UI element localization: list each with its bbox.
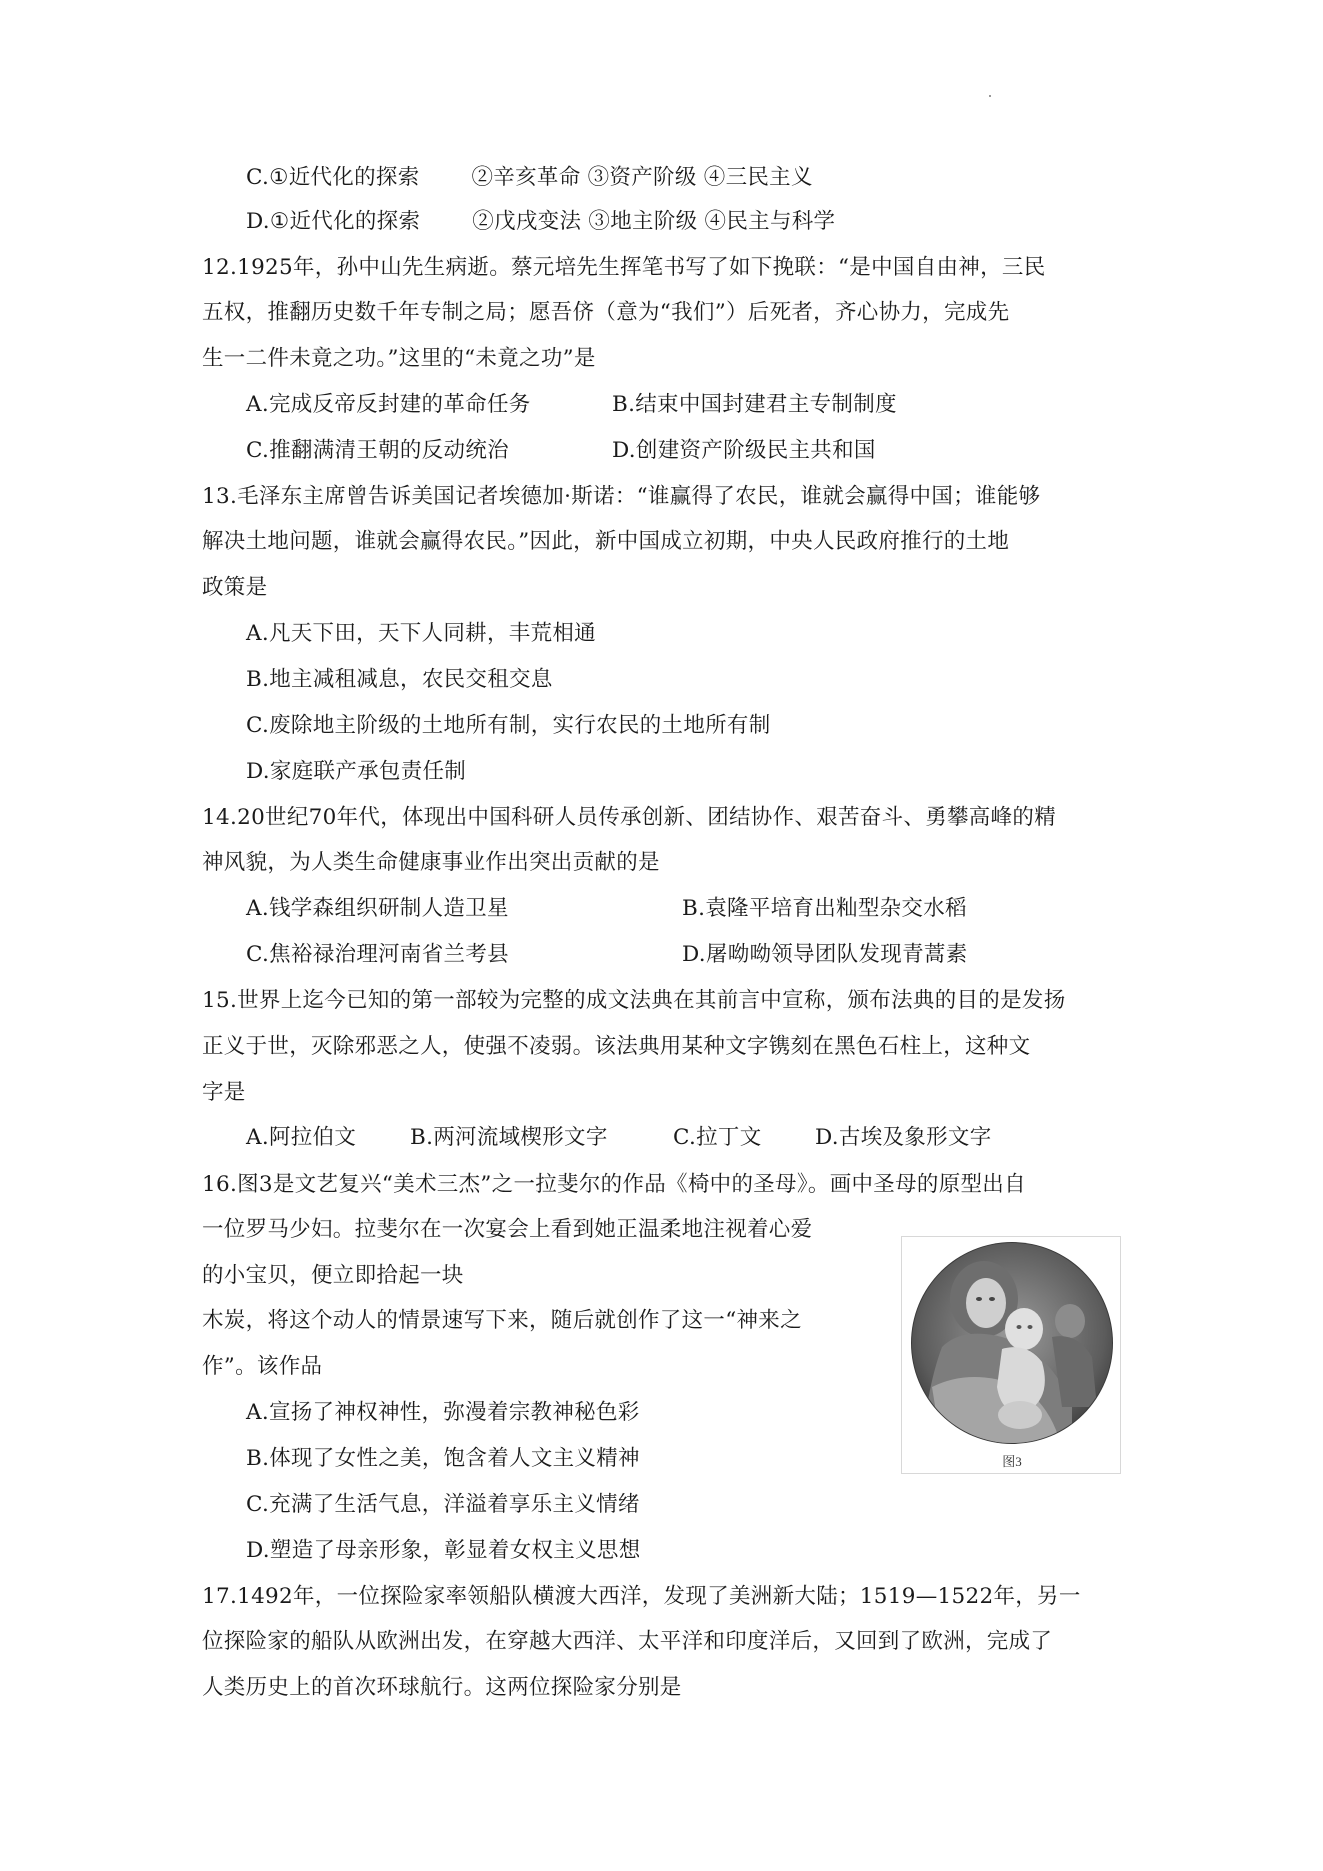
- q11-option-c-part2: ②辛亥革命 ③资产阶级 ④三民主义: [471, 165, 813, 190]
- q13-option-b[interactable]: B.地主减租减息，农民交租交息: [246, 667, 553, 692]
- q14-option-c[interactable]: C.焦裕禄治理河南省兰考县: [246, 942, 509, 967]
- q15-option-d[interactable]: D.古埃及象形文字: [815, 1125, 992, 1150]
- q11-option-c-part1: C.①近代化的探索: [246, 165, 420, 190]
- q14-stem-line-1: 14.20世纪70年代，体现出中国科研人员传承创新、团结协作、艰苦奋斗、勇攀高峰的精: [202, 805, 1057, 830]
- q17-stem-line-2: 位探险家的船队从欧洲出发，在穿越大西洋、太平洋和印度洋后，又回到了欧洲，完成了: [202, 1629, 1053, 1654]
- q13-stem-line-2: 解决土地问题，谁就会赢得农民。”因此，新中国成立初期，中央人民政府推行的土地: [202, 529, 1010, 554]
- q14-option-b[interactable]: B.袁隆平培育出籼型杂交水稻: [682, 896, 967, 921]
- q12-option-c[interactable]: C.推翻满清王朝的反动统治: [246, 438, 509, 463]
- q16-option-b[interactable]: B.体现了女性之美，饱含着人文主义精神: [246, 1446, 640, 1471]
- q16-stem-line-5: 作”。该作品: [202, 1354, 323, 1379]
- q14-option-a[interactable]: A.钱学森组织研制人造卫星: [246, 896, 509, 921]
- figure-3-madonna-painting: [901, 1236, 1121, 1474]
- q11-option-c[interactable]: [246, 163, 813, 193]
- madonna-painting-image: [902, 1237, 1122, 1449]
- q16-stem-line-3: 的小宝贝，便立即拾起一块: [202, 1263, 464, 1288]
- q17-stem-line-1: 17.1492年，一位探险家率领船队横渡大西洋，发现了美洲新大陆；1519—1522年，另一: [202, 1584, 1081, 1609]
- q12-stem-line-1: 12.1925年，孙中山先生病逝。蔡元培先生挥笔书写了如下挽联：“是中国自由神，三民: [202, 255, 1046, 280]
- q11-option-d-part2: ②戊戌变法 ③地主阶级 ④民主与科学: [472, 209, 836, 234]
- q13-option-d[interactable]: D.家庭联产承包责任制: [246, 759, 467, 784]
- q15-option-b[interactable]: B.两河流域楔形文字: [410, 1125, 608, 1150]
- q16-option-a[interactable]: A.宣扬了神权神性，弥漫着宗教神秘色彩: [246, 1400, 640, 1425]
- figure-caption: 图3: [1002, 1454, 1022, 1469]
- q17-stem-line-3: 人类历史上的首次环球航行。这两位探险家分别是: [202, 1675, 682, 1700]
- q16-stem-line-2: 一位罗马少妇。拉斐尔在一次宴会上看到她正温柔地注视着心爱: [202, 1217, 813, 1242]
- q12-stem-line-3: 生一二件未竟之功。”这里的“未竟之功”是: [202, 346, 596, 371]
- q14-stem-line-2: 神风貌，为人类生命健康事业作出突出贡献的是: [202, 850, 660, 875]
- q13-stem-line-1: 13.毛泽东主席曾告诉美国记者埃德加·斯诺：“谁赢得了农民，谁就会赢得中国；谁能够: [202, 484, 1041, 509]
- q16-stem-line-1: 16.图3是文艺复兴“美术三杰”之一拉斐尔的作品《椅中的圣母》。画中圣母的原型出自: [202, 1172, 1026, 1197]
- q11-option-d-part1: D.①近代化的探索: [246, 209, 421, 234]
- q15-stem-line-3: 字是: [202, 1080, 246, 1105]
- q11-option-d[interactable]: [246, 207, 835, 237]
- q13-option-c[interactable]: C.废除地主阶级的土地所有制，实行农民的土地所有制: [246, 713, 771, 738]
- q12-option-b[interactable]: B.结束中国封建君主专制制度: [612, 392, 897, 417]
- scan-speck: [989, 95, 991, 97]
- q16-option-c[interactable]: C.充满了生活气息，洋溢着享乐主义情绪: [246, 1492, 640, 1517]
- q13-option-a[interactable]: A.凡天下田，天下人同耕，丰荒相通: [246, 621, 596, 646]
- q16-stem-line-4: 木炭，将这个动人的情景速写下来，随后就创作了这一“神来之: [202, 1308, 802, 1333]
- q13-stem-line-3: 政策是: [202, 575, 268, 600]
- q12-option-d[interactable]: D.创建资产阶级民主共和国: [612, 438, 876, 463]
- q15-option-a[interactable]: A.阿拉伯文: [246, 1125, 357, 1150]
- q15-stem-line-1: 15.世界上迄今已知的第一部较为完整的成文法典在其前言中宣称，颁布法典的目的是发扬: [202, 988, 1066, 1013]
- q16-option-d[interactable]: D.塑造了母亲形象，彰显着女权主义思想: [246, 1538, 641, 1563]
- q14-option-d[interactable]: D.屠呦呦领导团队发现青蒿素: [682, 942, 968, 967]
- q15-stem-line-2: 正义于世，灭除邪恶之人，使强不凌弱。该法典用某种文字镌刻在黑色石柱上，这种文: [202, 1034, 1031, 1059]
- q12-stem-line-2: 五权，推翻历史数千年专制之局；愿吾侪（意为“我们”）后死者，齐心协力，完成先: [202, 300, 1010, 325]
- q12-option-a[interactable]: A.完成反帝反封建的革命任务: [246, 392, 531, 417]
- q15-option-c[interactable]: C.拉丁文: [673, 1125, 762, 1150]
